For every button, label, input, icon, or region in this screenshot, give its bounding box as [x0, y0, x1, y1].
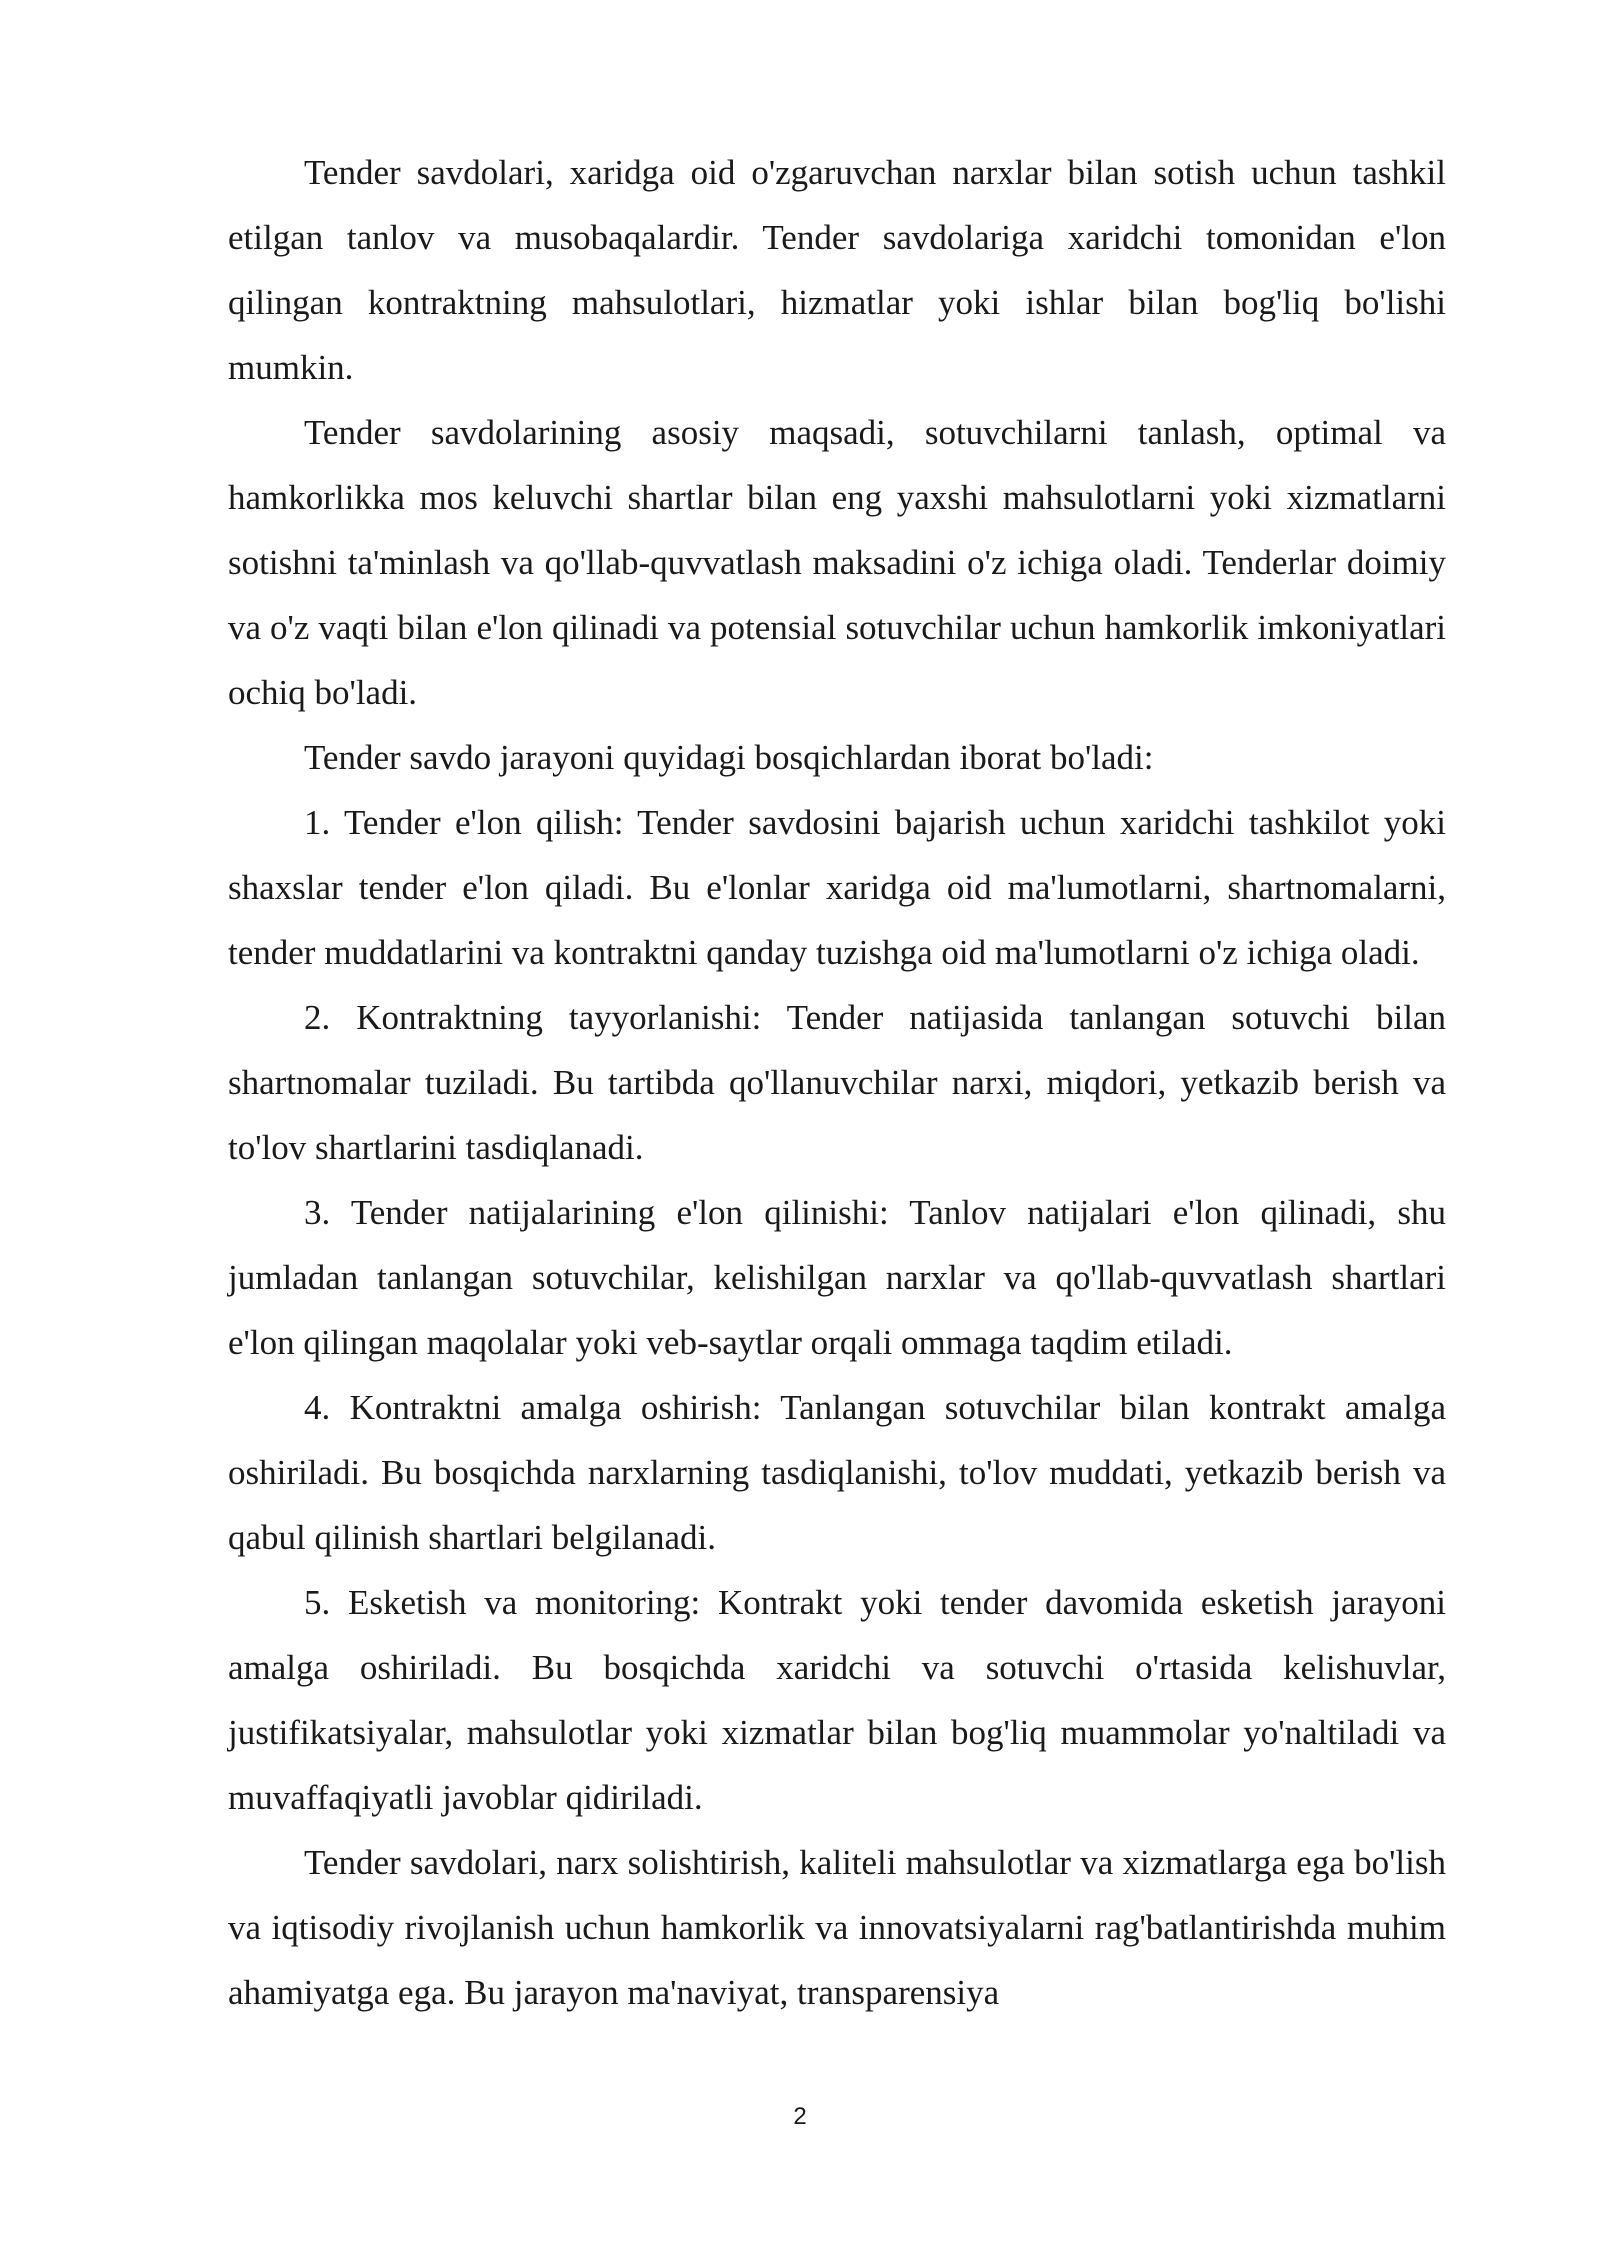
document-body	[228, 140, 1446, 2025]
list-item-stage-2: 2. Kontraktning tayyorlanishi: Tender natijasida tanlangan sotuvchi bilan shartnomalar tuziladi. Bu tartibda qo'llanuvchilar narxi, miqdori, yetkazib berish va to'lov shartlarini tasdiqlanadi.	[228, 998, 1446, 1167]
paragraph-conclusion: Tender savdolari, narx solishtirish, kaliteli mahsulotlar va xizmatlarga ega bo'lish va iqtisodiy rivojlanish uchun hamkorlik va innovatsiyalarni rag'batlantirishda muhim ahamiyatga ega. Bu jarayon ma'naviyat, transparensiya	[228, 1843, 1446, 2012]
list-item-stage-1: 1. Tender e'lon qilish: Tender savdosini bajarish uchun xaridchi tashkilot yoki shaxslar tender e'lon qiladi. Bu e'lonlar xaridga oid ma'lumotlarni, shartnomalarni, tender muddatlarini va kontraktni qanday tuzishga oid ma'lumotlarni o'z ichiga oladi.	[228, 803, 1446, 972]
page-number: 2	[793, 2103, 807, 2130]
paragraph-stages-intro: Tender savdo jarayoni quyidagi bosqichlardan iborat bo'ladi:	[304, 738, 1154, 777]
paragraph-purpose: Tender savdolarining asosiy maqsadi, sotuvchilarni tanlash, optimal va hamkorlikka mos keluvchi shartlar bilan eng yaxshi mahsulotlarni yoki xizmatlarni sotishni ta'minlash va qo'llab-quvvatlash maksadini o'z ichiga oladi. Tenderlar doimiy va o'z vaqti bilan e'lon qilinadi va potensial sotuvchilar uchun hamkorlik imkoniyatlari ochiq bo'ladi.	[228, 413, 1446, 712]
list-item-stage-3: 3. Tender natijalarining e'lon qilinishi: Tanlov natijalari e'lon qilinadi, shu jumladan tanlangan sotuvchilar, kelishilgan narxlar va qo'llab-quvvatlash shartlari e'lon qilingan maqolalar yoki veb-saytlar orqali ommaga taqdim etiladi.	[228, 1193, 1446, 1362]
paragraph-intro: Tender savdolari, xaridga oid o'zgaruvchan narxlar bilan sotish uchun tashkil etilgan tanlov va musobaqalardir. Tender savdolariga xaridchi tomonidan e'lon qilingan kontraktning mahsulotlari, hizmatlar yoki ishlar bilan bog'liq bo'lishi mumkin.	[228, 153, 1446, 387]
list-item-stage-5: 5. Esketish va monitoring: Kontrakt yoki tender davomida esketish jarayoni amalga oshiriladi. Bu bosqichda xaridchi va sotuvchi o'rtasida kelishuvlar, justifikatsiyalar, mahsulotlar yoki xizmatlar bilan bog'liq muammolar yo'naltiladi va muvaffaqiyatli javoblar qidiriladi.	[228, 1583, 1446, 1817]
list-item-stage-4: 4. Kontraktni amalga oshirish: Tanlangan sotuvchilar bilan kontrakt amalga oshiriladi. Bu bosqichda narxlarning tasdiqlanishi, to'lov muddati, yetkazib berish va qabul qilinish shartlari belgilanadi.	[228, 1388, 1446, 1557]
